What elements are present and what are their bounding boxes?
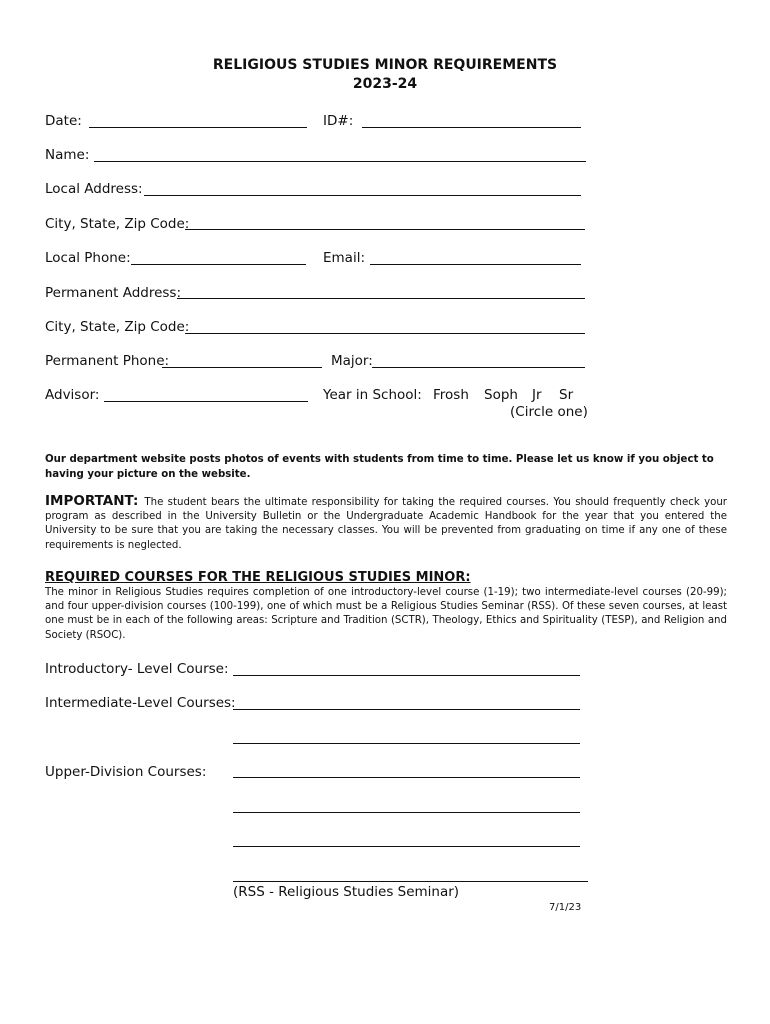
date-label: Date: <box>45 113 82 129</box>
local-phone-label: Local Phone: <box>45 250 131 266</box>
important-text: The student bears the ultimate responsibility for taking the required courses. You should frequently check your program as described in the University Bulletin or the Undergraduate Academic Handbook for the year that you entered the University to be sure that you are taking the necessary classes. You will be prevented from graduating on time if any one of these requirements is neglected. <box>45 497 727 551</box>
intermediate-course-line-1[interactable] <box>233 709 580 710</box>
intermediate-course-line-2[interactable] <box>233 743 580 744</box>
circle-one-instruction: (Circle one) <box>510 404 588 420</box>
page-subtitle-year: 2023-24 <box>352 76 418 92</box>
year-option-soph[interactable]: Soph <box>484 387 518 403</box>
revision-date: 7/1/23 <box>549 902 582 913</box>
major-field-line[interactable] <box>372 367 585 368</box>
city-state-zip-field-line[interactable] <box>185 229 585 230</box>
email-field-line[interactable] <box>370 264 581 265</box>
year-option-frosh[interactable]: Frosh <box>433 387 469 403</box>
important-label: IMPORTANT: <box>45 493 139 509</box>
upper-division-course-line-2[interactable] <box>233 812 580 813</box>
local-address-field-line[interactable] <box>144 195 581 196</box>
advisor-field-line[interactable] <box>104 401 308 402</box>
local-phone-field-line[interactable] <box>131 264 306 265</box>
email-label: Email: <box>323 250 366 266</box>
permanent-address-field-line[interactable] <box>177 298 585 299</box>
id-field-line[interactable] <box>362 127 581 128</box>
page-title: RELIGIOUS STUDIES MINOR REQUIREMENTS <box>212 57 558 73</box>
local-address-label: Local Address: <box>45 181 143 197</box>
permanent-phone-label: Permanent Phone: <box>45 353 170 369</box>
required-courses-heading: REQUIRED COURSES FOR THE RELIGIOUS STUDIES MINOR: <box>45 570 471 585</box>
important-paragraph <box>45 494 727 553</box>
upper-division-course-line-3[interactable] <box>233 846 580 847</box>
major-label: Major: <box>331 353 373 369</box>
permanent-city-state-zip-label: City, State, Zip Code: <box>45 319 190 335</box>
year-option-jr[interactable]: Jr <box>532 387 542 403</box>
required-courses-text: The minor in Religious Studies requires completion of one introductory-level course (1-19); two intermediate-level courses (20-99); and four upper-division courses (100-199), one of which must be a Religious Studies Seminar (RSS). Of these seven courses, at least one must be in each of the following areas: Scripture and Tradition (SCTR), Theology, Ethics and Spirituality (TESP), and Religion and Society (RSOC). <box>45 587 727 641</box>
year-option-sr[interactable]: Sr <box>559 387 574 403</box>
rss-note: (RSS - Religious Studies Seminar) <box>233 884 460 900</box>
photo-notice: Our department website posts photos of events with students from time to time. Please let us know if you object to having your picture on the website. <box>45 454 714 480</box>
date-field-line[interactable] <box>89 127 307 128</box>
name-field-line[interactable] <box>94 161 586 162</box>
advisor-label: Advisor: <box>45 387 100 403</box>
introductory-course-line[interactable] <box>233 675 580 676</box>
upper-division-course-line-1[interactable] <box>233 777 580 778</box>
year-in-school-label: Year in School: <box>323 387 422 403</box>
introductory-course-label: Introductory- Level Course: <box>45 661 229 677</box>
id-label: ID#: <box>323 113 354 129</box>
intermediate-courses-label: Intermediate-Level Courses: <box>45 695 236 711</box>
rss-course-line[interactable] <box>233 881 588 882</box>
name-label: Name: <box>45 147 90 163</box>
permanent-address-label: Permanent Address: <box>45 285 182 301</box>
permanent-phone-field-line[interactable] <box>162 367 322 368</box>
city-state-zip-label: City, State, Zip Code: <box>45 216 190 232</box>
permanent-city-state-zip-field-line[interactable] <box>185 333 585 334</box>
upper-division-courses-label: Upper-Division Courses: <box>45 764 207 780</box>
